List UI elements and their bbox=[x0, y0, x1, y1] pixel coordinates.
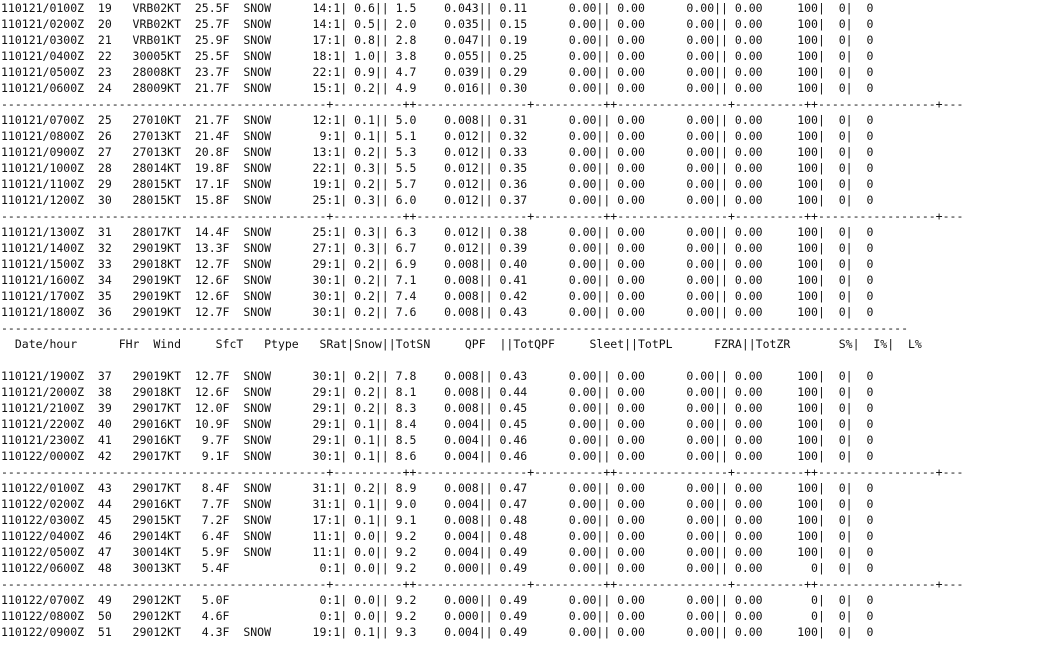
data-row: 110121/0900Z 27 27013KT 20.8F SNOW 13:1| 0.2|| 5.3 0.012|| 0.33 0.00|| 0.00 0.00|| 0.00 100| 0| 0 bbox=[1, 145, 874, 159]
separator-line: -----------------------------------------------+----------++----------------+----------++----------------+----------++-----------------+--- bbox=[1, 465, 964, 479]
data-row: 110121/1100Z 29 28015KT 17.1F SNOW 19:1| 0.2|| 5.7 0.012|| 0.36 0.00|| 0.00 0.00|| 0.00 100| 0| 0 bbox=[1, 177, 874, 191]
data-row: 110122/0600Z 48 30013KT 5.4F 0:1| 0.0|| 9.2 0.000|| 0.49 0.00|| 0.00 0.00|| 0.00 0| 0| 0 bbox=[1, 561, 874, 575]
data-row: 110121/0700Z 25 27010KT 21.7F SNOW 12:1| 0.1|| 5.0 0.008|| 0.31 0.00|| 0.00 0.00|| 0.00 100| 0| 0 bbox=[1, 113, 874, 127]
column-header-row: Date/hour FHr Wind SfcT Ptype SRat|Snow||TotSN QPF ||TotQPF Sleet||TotPL FZRA||TotZR S%| I%| L% bbox=[1, 337, 922, 351]
data-row: 110122/0000Z 42 29017KT 9.1F SNOW 30:1| 0.1|| 8.6 0.004|| 0.46 0.00|| 0.00 0.00|| 0.00 100| 0| 0 bbox=[1, 449, 874, 463]
data-row: 110121/2200Z 40 29016KT 10.9F SNOW 29:1| 0.1|| 8.4 0.004|| 0.45 0.00|| 0.00 0.00|| 0.00 100| 0| 0 bbox=[1, 417, 874, 431]
data-row: 110121/1900Z 37 29019KT 12.7F SNOW 30:1| 0.2|| 7.8 0.008|| 0.43 0.00|| 0.00 0.00|| 0.00 100| 0| 0 bbox=[1, 369, 874, 383]
data-row: 110122/0100Z 43 29017KT 8.4F SNOW 31:1| 0.2|| 8.9 0.008|| 0.47 0.00|| 0.00 0.00|| 0.00 100| 0| 0 bbox=[1, 481, 874, 495]
data-row: 110121/0200Z 20 VRB02KT 25.7F SNOW 14:1| 0.5|| 2.0 0.035|| 0.15 0.00|| 0.00 0.00|| 0.00 100| 0| 0 bbox=[1, 17, 874, 31]
data-row: 110121/1400Z 32 29019KT 13.3F SNOW 27:1| 0.3|| 6.7 0.012|| 0.39 0.00|| 0.00 0.00|| 0.00 100| 0| 0 bbox=[1, 241, 874, 255]
data-row: 110121/0300Z 21 VRB01KT 25.9F SNOW 17:1| 0.8|| 2.8 0.047|| 0.19 0.00|| 0.00 0.00|| 0.00 100| 0| 0 bbox=[1, 33, 874, 47]
data-row: 110121/1000Z 28 28014KT 19.8F SNOW 22:1| 0.3|| 5.5 0.012|| 0.35 0.00|| 0.00 0.00|| 0.00 100| 0| 0 bbox=[1, 161, 874, 175]
data-row: 110122/0700Z 49 29012KT 5.0F 0:1| 0.0|| 9.2 0.000|| 0.49 0.00|| 0.00 0.00|| 0.00 0| 0| 0 bbox=[1, 593, 874, 607]
data-row: 110121/2000Z 38 29018KT 12.6F SNOW 29:1| 0.2|| 8.1 0.008|| 0.44 0.00|| 0.00 0.00|| 0.00 100| 0| 0 bbox=[1, 385, 874, 399]
blank-line bbox=[0, 352, 1039, 368]
data-row: 110121/0100Z 19 VRB02KT 25.5F SNOW 14:1| 0.6|| 1.5 0.043|| 0.11 0.00|| 0.00 0.00|| 0.00 100| 0| 0 bbox=[1, 1, 874, 15]
separator-line: ----------------------------------------------------------------------------------------------------------------------------------- bbox=[1, 321, 908, 335]
data-row: 110121/2100Z 39 29017KT 12.0F SNOW 29:1| 0.2|| 8.3 0.008|| 0.45 0.00|| 0.00 0.00|| 0.00 100| 0| 0 bbox=[1, 401, 874, 415]
data-row: 110121/1200Z 30 28015KT 15.8F SNOW 25:1| 0.3|| 6.0 0.012|| 0.37 0.00|| 0.00 0.00|| 0.00 100| 0| 0 bbox=[1, 193, 874, 207]
data-row: 110122/0500Z 47 30014KT 5.9F SNOW 11:1| 0.0|| 9.2 0.004|| 0.49 0.00|| 0.00 0.00|| 0.00 100| 0| 0 bbox=[1, 545, 874, 559]
data-row: 110121/0400Z 22 30005KT 25.5F SNOW 18:1| 1.0|| 3.8 0.055|| 0.25 0.00|| 0.00 0.00|| 0.00 100| 0| 0 bbox=[1, 49, 874, 63]
data-row: 110122/0300Z 45 29015KT 7.2F SNOW 17:1| 0.1|| 9.1 0.008|| 0.48 0.00|| 0.00 0.00|| 0.00 100| 0| 0 bbox=[1, 513, 874, 527]
separator-line: -----------------------------------------------+----------++----------------+----------++----------------+----------++-----------------+--- bbox=[1, 209, 964, 223]
separator-line: -----------------------------------------------+----------++----------------+----------++----------------+----------++-----------------+--- bbox=[1, 97, 964, 111]
data-row: 110121/0500Z 23 28008KT 23.7F SNOW 22:1| 0.9|| 4.7 0.039|| 0.29 0.00|| 0.00 0.00|| 0.00 100| 0| 0 bbox=[1, 65, 874, 79]
data-row: 110122/0200Z 44 29016KT 7.7F SNOW 31:1| 0.1|| 9.0 0.004|| 0.47 0.00|| 0.00 0.00|| 0.00 100| 0| 0 bbox=[1, 497, 874, 511]
data-row: 110121/1800Z 36 29019KT 12.7F SNOW 30:1| 0.2|| 7.6 0.008|| 0.43 0.00|| 0.00 0.00|| 0.00 100| 0| 0 bbox=[1, 305, 874, 319]
data-row: 110121/0600Z 24 28009KT 21.7F SNOW 15:1| 0.2|| 4.9 0.016|| 0.30 0.00|| 0.00 0.00|| 0.00 100| 0| 0 bbox=[1, 81, 874, 95]
data-row: 110122/0800Z 50 29012KT 4.6F 0:1| 0.0|| 9.2 0.000|| 0.49 0.00|| 0.00 0.00|| 0.00 0| 0| 0 bbox=[1, 609, 874, 623]
data-row: 110121/1700Z 35 29019KT 12.6F SNOW 30:1| 0.2|| 7.4 0.008|| 0.42 0.00|| 0.00 0.00|| 0.00 100| 0| 0 bbox=[1, 289, 874, 303]
data-row: 110121/2300Z 41 29016KT 9.7F SNOW 29:1| 0.1|| 8.5 0.004|| 0.46 0.00|| 0.00 0.00|| 0.00 100| 0| 0 bbox=[1, 433, 874, 447]
data-row: 110122/0400Z 46 29014KT 6.4F SNOW 11:1| 0.0|| 9.2 0.004|| 0.48 0.00|| 0.00 0.00|| 0.00 100| 0| 0 bbox=[1, 529, 874, 543]
data-row: 110121/0800Z 26 27013KT 21.4F SNOW 9:1| 0.1|| 5.1 0.012|| 0.32 0.00|| 0.00 0.00|| 0.00 100| 0| 0 bbox=[1, 129, 874, 143]
data-row: 110122/0900Z 51 29012KT 4.3F SNOW 19:1| 0.1|| 9.3 0.004|| 0.49 0.00|| 0.00 0.00|| 0.00 100| 0| 0 bbox=[1, 625, 874, 639]
data-row: 110121/1500Z 33 29018KT 12.7F SNOW 29:1| 0.2|| 6.9 0.008|| 0.40 0.00|| 0.00 0.00|| 0.00 100| 0| 0 bbox=[1, 257, 874, 271]
separator-line: -----------------------------------------------+----------++----------------+----------++----------------+----------++-----------------+--- bbox=[1, 577, 964, 591]
data-row: 110121/1300Z 31 28017KT 14.4F SNOW 25:1| 0.3|| 6.3 0.012|| 0.38 0.00|| 0.00 0.00|| 0.00 100| 0| 0 bbox=[1, 225, 874, 239]
data-row: 110121/1600Z 34 29019KT 12.6F SNOW 30:1| 0.2|| 7.1 0.008|| 0.41 0.00|| 0.00 0.00|| 0.00 100| 0| 0 bbox=[1, 273, 874, 287]
